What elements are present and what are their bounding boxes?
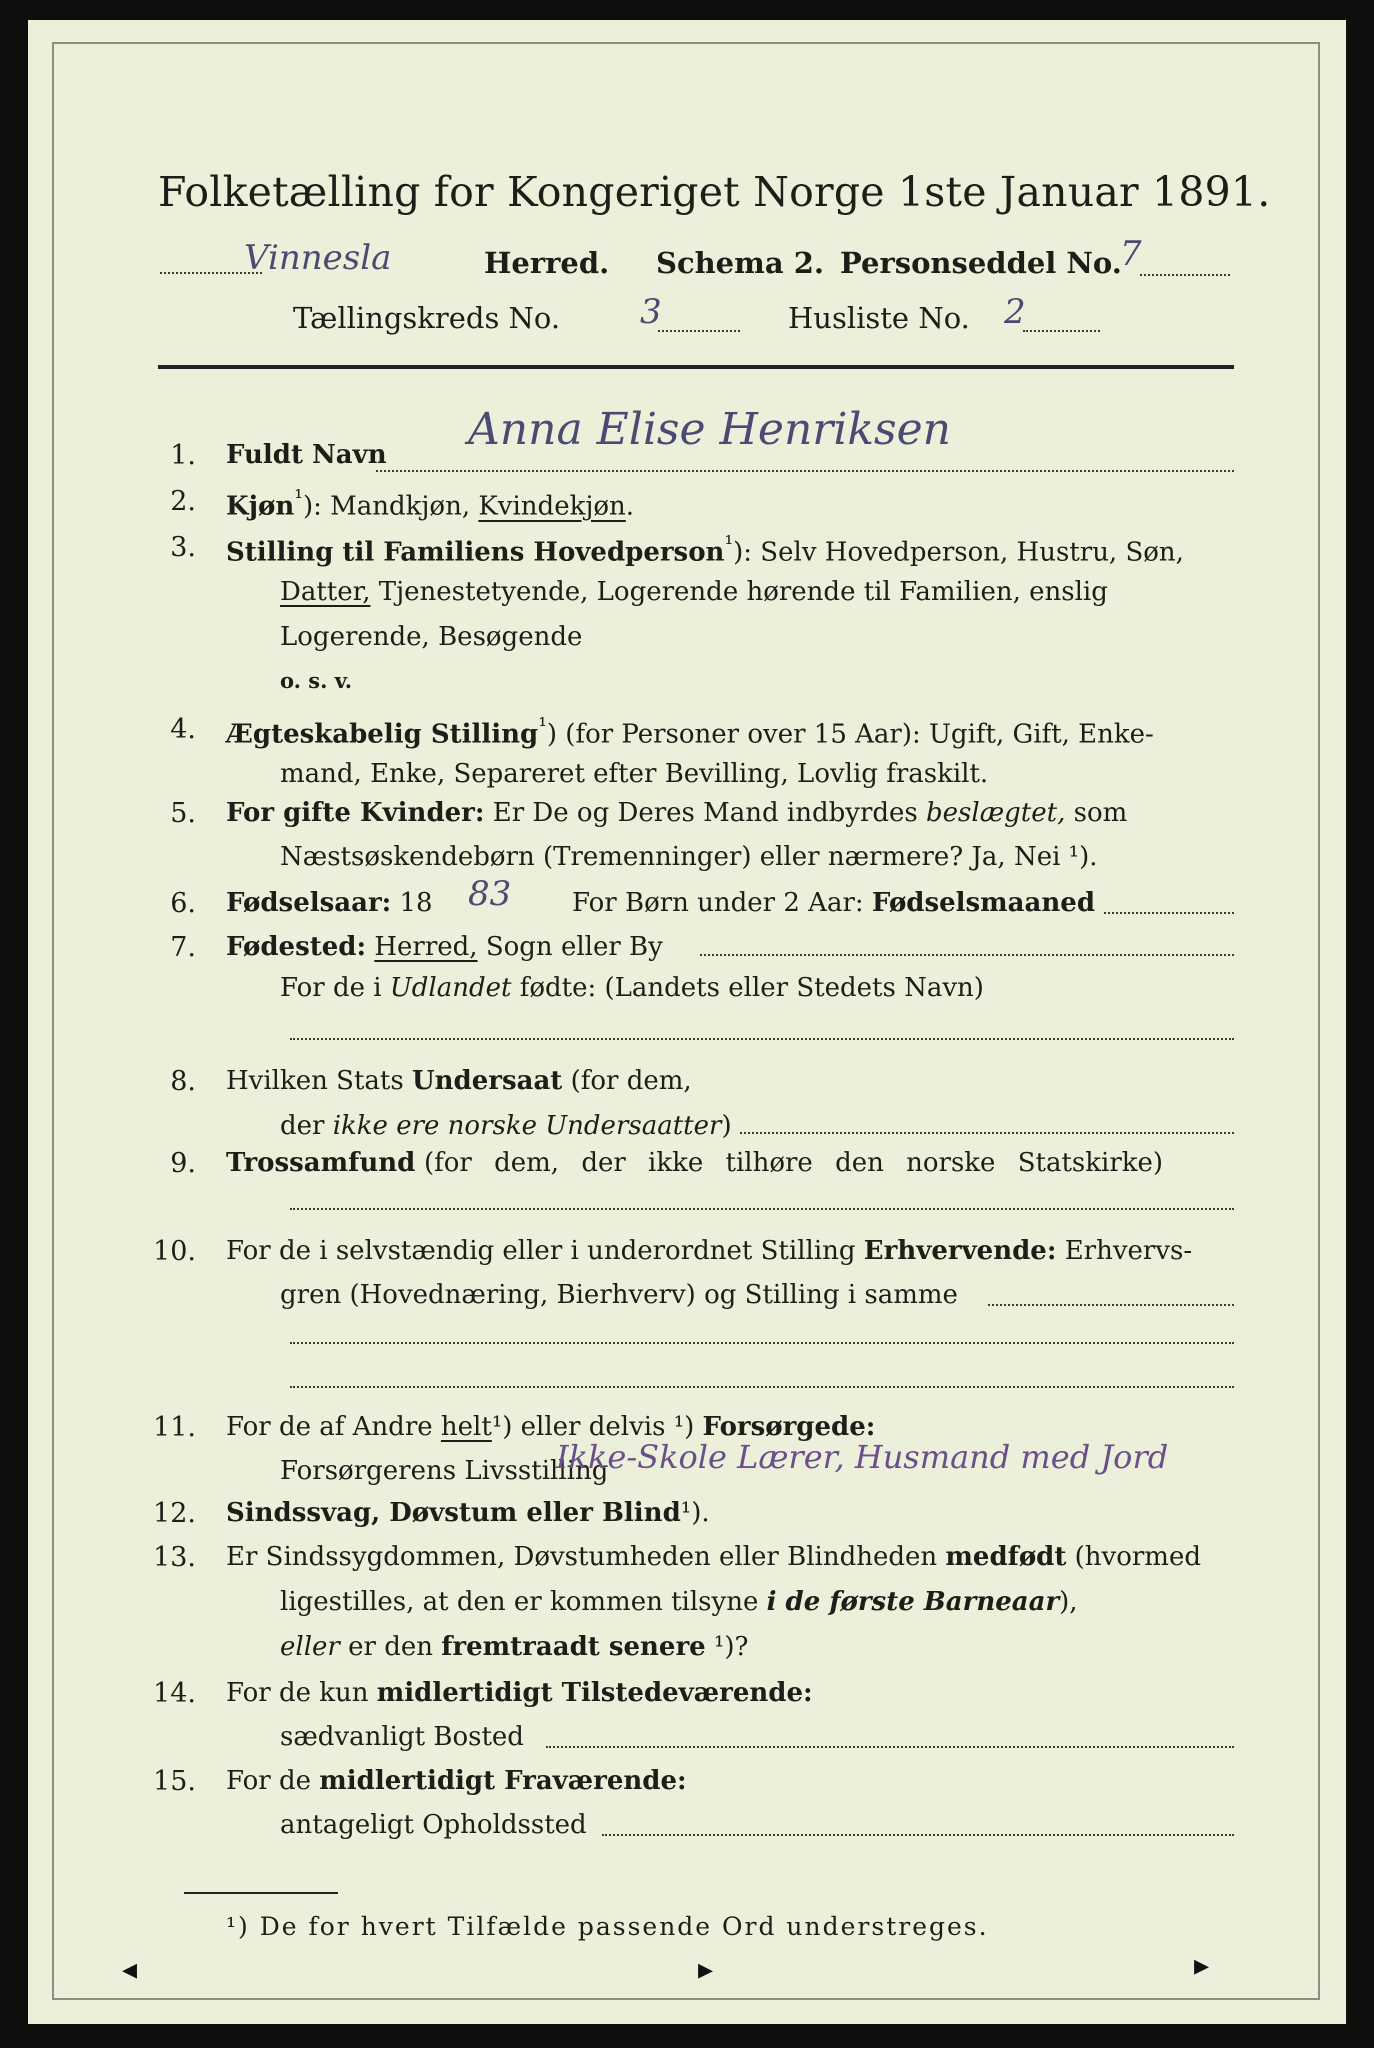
kreds-value: 3 <box>640 292 662 332</box>
q10-number: 10. <box>153 1236 196 1267</box>
q5-line1: For gifte Kvinder: Er De og Deres Mand indbyrdes beslægtet, som <box>226 798 1128 828</box>
kreds-label: Tællingskreds No. <box>293 301 561 335</box>
q3-line1: Stilling til Familiens Hovedperson$^{^1}$): Selv Hovedperson, Hustru, Søn, <box>226 532 1184 568</box>
q1-answer: Anna Elise Henriksen <box>468 404 952 455</box>
q8-dotted-line <box>740 1132 1234 1134</box>
q6-rest: For Børn under 2 Aar: Fødselsmaaned <box>572 888 1096 918</box>
q11-answer: Ikke-Skole Lærer, Husmand med Jord <box>556 1438 1169 1476</box>
binding-mark-left-icon: ◂ <box>122 1952 138 1987</box>
schema-label: Schema 2. <box>656 246 824 280</box>
q14-line2: sædvanligt Bosted <box>280 1722 524 1752</box>
q2-number: 2. <box>170 486 196 517</box>
q3-line4: o. s. v. <box>280 668 353 693</box>
q3-line2: Datter, Tjenestetyende, Logerende hørende til Familien, enslig <box>280 577 1108 607</box>
herred-value: Vinnesla <box>244 238 392 278</box>
q15-dotted-line <box>602 1834 1234 1836</box>
binding-mark-right-icon: ▸ <box>1194 1948 1210 1983</box>
q2-text: Kjøn$^{^1}$): Mandkjøn, Kvindekjøn. <box>226 486 635 522</box>
q1-label: Fuldt Navn <box>226 440 387 470</box>
q4-line1: Ægteskabelig Stilling$^{^1}$) (for Personer over 15 Aar): Ugift, Gift, Enke- <box>226 714 1154 750</box>
q7-line1: Fødested: Herred, Sogn eller By <box>226 932 663 962</box>
form-title: Folketælling for Kongeriget Norge 1ste Januar 1891. <box>158 168 1271 216</box>
header-rule <box>158 365 1234 369</box>
q5-number: 5. <box>170 798 196 829</box>
q11-line2: Forsørgerens Livsstilling <box>280 1456 609 1486</box>
q7-answer-line <box>290 1038 1234 1040</box>
q6-dotted-line <box>1104 912 1234 914</box>
q3-line3: Logerende, Besøgende <box>280 622 583 652</box>
q5-line2: Næstsøskendebørn (Tremenninger) eller nærmere? Ja, Nei ¹). <box>280 842 1098 872</box>
q15-number: 15. <box>153 1766 196 1797</box>
husliste-label: Husliste No. <box>788 301 970 335</box>
personseddel-label: Personseddel No. <box>840 246 1122 280</box>
footnote-rule <box>184 1892 338 1894</box>
q7-dotted-line <box>700 954 1234 956</box>
q8-line1: Hvilken Stats Undersaat (for dem, <box>226 1066 692 1096</box>
q13-line3: eller er den fremtraadt senere ¹)? <box>280 1632 749 1662</box>
q15-line1: For de midlertidigt Fraværende: <box>226 1766 687 1796</box>
personseddel-dotted-line <box>1140 274 1230 276</box>
q13-line2: ligestilles, at den er kommen tilsyne i de første Barneaar), <box>280 1587 1078 1617</box>
q12-line: Sindssvag, Døvstum eller Blind¹). <box>226 1498 710 1528</box>
q9-text: (for dem, der ikke tilhøre den norske Statskirke) <box>424 1148 1164 1178</box>
census-form-sheet <box>28 20 1346 2024</box>
q6-number: 6. <box>170 888 196 919</box>
q14-number: 14. <box>153 1678 196 1709</box>
q1-number: 1. <box>170 440 196 471</box>
q10-line2: gren (Hovednæring, Bierhverv) og Stilling i samme <box>280 1280 958 1310</box>
q3-number: 3. <box>170 532 196 563</box>
q13-line1: Er Sindssygdommen, Døvstumheden eller Blindheden medfødt (hvormed <box>226 1542 1201 1572</box>
q6-answer: 83 <box>468 874 512 914</box>
q4-number: 4. <box>170 714 196 745</box>
q10-answer-line-1 <box>290 1342 1234 1344</box>
q12-number: 12. <box>153 1498 196 1529</box>
q10-answer-line-2 <box>290 1386 1234 1388</box>
q11-number: 11. <box>153 1412 196 1443</box>
q9-label: Trossamfund <box>226 1148 416 1178</box>
kreds-dotted-line <box>658 330 740 332</box>
q11-underlined-answer: helt <box>440 1412 492 1442</box>
footnote-text: ¹) De for hvert Tilfælde passende Ord understreges. <box>226 1912 989 1941</box>
q7-underlined-answer: Herred, <box>374 932 478 962</box>
q9-number: 9. <box>170 1148 196 1179</box>
q2-underlined-answer: Kvindekjøn <box>478 491 626 522</box>
husliste-dotted-line <box>1023 330 1100 332</box>
husliste-value: 2 <box>1004 292 1026 332</box>
q4-line2: mand, Enke, Separeret efter Bevilling, Lovlig fraskilt. <box>280 759 989 789</box>
q14-dotted-line <box>546 1746 1234 1748</box>
binding-mark-center-icon: ▸ <box>698 1952 714 1987</box>
herred-label: Herred. <box>484 246 610 280</box>
q7-number: 7. <box>170 932 196 963</box>
q8-line2: der ikke ere norske Undersaatter) <box>280 1111 732 1141</box>
q10-dotted-line <box>988 1304 1234 1306</box>
q1-dotted-line <box>376 470 1234 472</box>
q14-line1: For de kun midlertidigt Tilstedeværende: <box>226 1678 813 1708</box>
q7-line2: For de i Udlandet fødte: (Landets eller Stedets Navn) <box>280 973 984 1003</box>
personseddel-value: 7 <box>1120 234 1142 274</box>
q13-number: 13. <box>153 1542 196 1573</box>
q15-line2: antageligt Opholdssted <box>280 1810 587 1840</box>
q8-number: 8. <box>170 1066 196 1097</box>
q6-line: Fødselsaar: 18 <box>226 888 433 918</box>
q9-answer-line <box>290 1208 1234 1210</box>
q3-underlined-answer: Datter, <box>280 577 371 607</box>
q10-line1: For de i selvstændig eller i underordnet Stilling Erhvervende: Erhvervs- <box>226 1236 1193 1266</box>
q11-line1: For de af Andre helt¹) eller delvis ¹) Forsørgede: <box>226 1412 876 1442</box>
